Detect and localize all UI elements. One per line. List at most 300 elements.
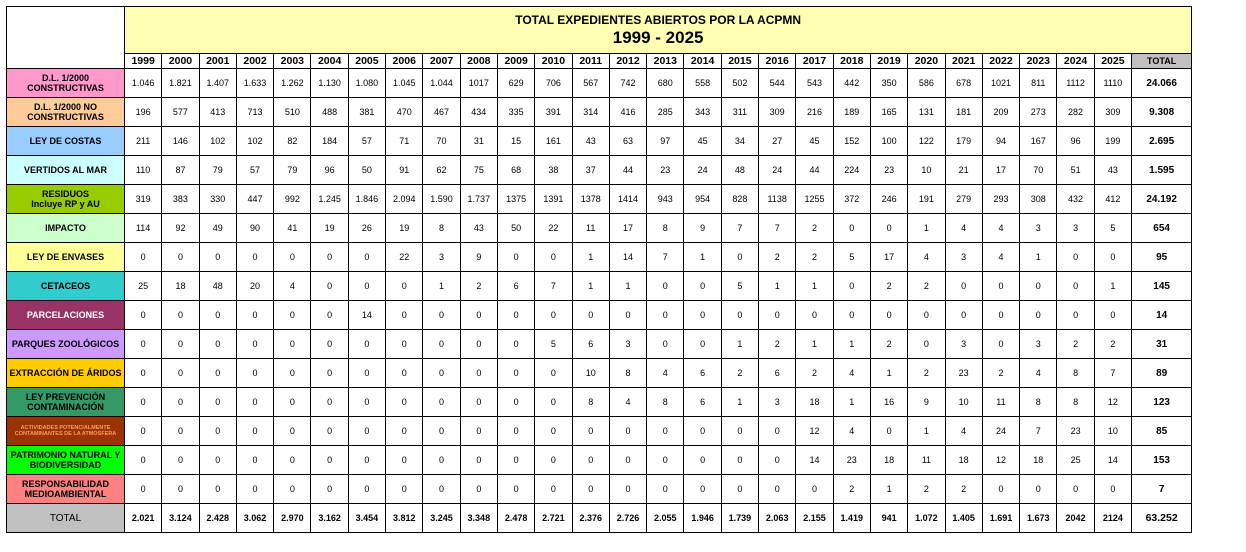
title-row: [7, 7, 1192, 54]
value-cell: 0: [870, 417, 907, 446]
value-cell: 4: [274, 272, 311, 301]
value-cell: 0: [1057, 243, 1094, 272]
value-cell: 0: [759, 475, 796, 504]
value-cell: 0: [684, 446, 721, 475]
value-cell: 102: [199, 127, 236, 156]
value-cell: 131: [908, 98, 945, 127]
year-header: 2000: [162, 54, 199, 69]
value-cell: 0: [199, 243, 236, 272]
value-cell: 1: [870, 475, 907, 504]
value-cell: 209: [982, 98, 1019, 127]
year-total-cell: 3.124: [162, 504, 199, 533]
value-cell: 43: [1094, 156, 1131, 185]
value-cell: 0: [647, 475, 684, 504]
value-cell: 412: [1094, 185, 1131, 214]
value-cell: 110: [125, 156, 162, 185]
value-cell: 0: [497, 359, 534, 388]
value-cell: 50: [348, 156, 385, 185]
value-cell: 165: [870, 98, 907, 127]
value-cell: 6: [684, 388, 721, 417]
value-cell: 1.130: [311, 69, 348, 98]
value-cell: 0: [982, 475, 1019, 504]
value-cell: 1: [684, 243, 721, 272]
value-cell: 68: [497, 156, 534, 185]
table-row: [7, 127, 1192, 156]
value-cell: 330: [199, 185, 236, 214]
value-cell: 0: [535, 243, 572, 272]
value-cell: 11: [572, 214, 609, 243]
value-cell: 51: [1057, 156, 1094, 185]
value-cell: 1: [908, 214, 945, 243]
value-cell: 1: [1094, 272, 1131, 301]
value-cell: 0: [535, 417, 572, 446]
value-cell: 0: [497, 388, 534, 417]
value-cell: 43: [572, 127, 609, 156]
category-label: [7, 330, 125, 359]
value-cell: 0: [386, 330, 423, 359]
value-cell: 102: [236, 127, 273, 156]
value-cell: 1: [609, 272, 646, 301]
year-total-cell: 2.970: [274, 504, 311, 533]
value-cell: 24: [982, 417, 1019, 446]
value-cell: 293: [982, 185, 1019, 214]
value-cell: 0: [386, 272, 423, 301]
value-cell: 96: [1057, 127, 1094, 156]
year-header: 2004: [311, 54, 348, 69]
value-cell: 0: [199, 301, 236, 330]
year-header: 2023: [1020, 54, 1057, 69]
value-cell: 0: [497, 243, 534, 272]
value-cell: 23: [833, 446, 870, 475]
value-cell: 319: [125, 185, 162, 214]
value-cell: 0: [982, 330, 1019, 359]
value-cell: 2: [1094, 330, 1131, 359]
value-cell: 381: [348, 98, 385, 127]
value-cell: 0: [236, 446, 273, 475]
value-cell: 0: [684, 417, 721, 446]
value-cell: 0: [497, 301, 534, 330]
value-cell: 1: [572, 272, 609, 301]
value-cell: 0: [982, 272, 1019, 301]
row-total-cell: 9.308: [1132, 98, 1192, 127]
row-total-cell: 31: [1132, 330, 1192, 359]
value-cell: 10: [572, 359, 609, 388]
table-row: [7, 98, 1192, 127]
year-total-cell: 1.673: [1020, 504, 1057, 533]
value-cell: 0: [423, 388, 460, 417]
year-total-cell: 3.162: [311, 504, 348, 533]
category-label-line-1: VERTIDOS AL MAR: [23, 165, 107, 175]
value-cell: 3: [423, 243, 460, 272]
value-cell: 309: [759, 98, 796, 127]
category-label: [7, 388, 125, 417]
value-cell: 2: [759, 243, 796, 272]
value-cell: 0: [497, 417, 534, 446]
value-cell: 0: [125, 359, 162, 388]
value-cell: 0: [1020, 301, 1057, 330]
value-cell: 742: [609, 69, 646, 98]
value-cell: 0: [125, 301, 162, 330]
value-cell: 488: [311, 98, 348, 127]
value-cell: 17: [870, 243, 907, 272]
value-cell: 1110: [1094, 69, 1131, 98]
value-cell: 309: [1094, 98, 1131, 127]
value-cell: 6: [497, 272, 534, 301]
value-cell: 1.737: [460, 185, 497, 214]
value-cell: 17: [982, 156, 1019, 185]
value-cell: 26: [348, 214, 385, 243]
table-row: [7, 446, 1192, 475]
value-cell: 0: [423, 446, 460, 475]
value-cell: 91: [386, 156, 423, 185]
value-cell: 2: [982, 359, 1019, 388]
value-cell: 0: [721, 243, 758, 272]
value-cell: 17: [609, 214, 646, 243]
value-cell: 2: [908, 359, 945, 388]
value-cell: 0: [759, 417, 796, 446]
year-header: 2011: [572, 54, 609, 69]
value-cell: 12: [982, 446, 1019, 475]
value-cell: 25: [125, 272, 162, 301]
value-cell: 5: [535, 330, 572, 359]
value-cell: 152: [833, 127, 870, 156]
table-row: [7, 475, 1192, 504]
value-cell: 0: [236, 417, 273, 446]
category-label: [7, 272, 125, 301]
value-cell: 0: [423, 330, 460, 359]
value-cell: 0: [125, 243, 162, 272]
value-cell: 23: [870, 156, 907, 185]
row-total-cell: 123: [1132, 388, 1192, 417]
value-cell: 0: [386, 359, 423, 388]
category-label-line-1: EXTRACCIÓN DE ÁRIDOS: [9, 368, 122, 378]
value-cell: 1: [796, 272, 833, 301]
value-cell: 0: [274, 475, 311, 504]
year-header: 2015: [721, 54, 758, 69]
value-cell: 22: [386, 243, 423, 272]
value-cell: 181: [945, 98, 982, 127]
value-cell: 38: [535, 156, 572, 185]
value-cell: 0: [609, 301, 646, 330]
value-cell: 0: [535, 475, 572, 504]
value-cell: 629: [497, 69, 534, 98]
value-cell: 1: [423, 272, 460, 301]
value-cell: 8: [647, 388, 684, 417]
category-label-line-2: MEDIOAMBIENTAL: [24, 489, 107, 499]
value-cell: 713: [236, 98, 273, 127]
value-cell: 48: [199, 272, 236, 301]
year-header-row: [7, 54, 1192, 69]
value-cell: 992: [274, 185, 311, 214]
category-label-line-2: CONTAMINANTES DE LA ATMOSFERA: [14, 431, 117, 437]
value-cell: 2: [833, 475, 870, 504]
value-cell: 0: [684, 272, 721, 301]
value-cell: 0: [274, 417, 311, 446]
value-cell: 0: [870, 214, 907, 243]
value-cell: 4: [833, 417, 870, 446]
category-label: [7, 69, 125, 98]
value-cell: 0: [497, 446, 534, 475]
total-row-label: TOTAL: [7, 504, 125, 533]
report-table-wrapper: [6, 6, 1192, 533]
value-cell: 0: [497, 330, 534, 359]
value-cell: 14: [609, 243, 646, 272]
value-cell: 0: [348, 330, 385, 359]
value-cell: 442: [833, 69, 870, 98]
category-label: [7, 127, 125, 156]
value-cell: 189: [833, 98, 870, 127]
value-cell: 311: [721, 98, 758, 127]
value-cell: 1414: [609, 185, 646, 214]
value-cell: 0: [535, 359, 572, 388]
value-cell: 62: [423, 156, 460, 185]
value-cell: 4: [982, 214, 1019, 243]
value-cell: 70: [1020, 156, 1057, 185]
value-cell: 7: [1094, 359, 1131, 388]
value-cell: 12: [796, 417, 833, 446]
value-cell: 2: [908, 272, 945, 301]
year-total-cell: 2.721: [535, 504, 572, 533]
year-header: 2002: [236, 54, 273, 69]
total-row: [7, 504, 1192, 533]
value-cell: 8: [1057, 388, 1094, 417]
row-total-cell: 14: [1132, 301, 1192, 330]
value-cell: 0: [423, 301, 460, 330]
value-cell: 0: [311, 301, 348, 330]
value-cell: 0: [497, 475, 534, 504]
expedientes-table: [6, 6, 1192, 533]
value-cell: 196: [125, 98, 162, 127]
value-cell: 1: [572, 243, 609, 272]
year-total-cell: 1.739: [721, 504, 758, 533]
category-label: [7, 156, 125, 185]
title-line-2: 1999 - 2025: [612, 27, 704, 47]
value-cell: 0: [460, 417, 497, 446]
value-cell: 179: [945, 127, 982, 156]
value-cell: 1.407: [199, 69, 236, 98]
value-cell: 285: [647, 98, 684, 127]
value-cell: 0: [721, 475, 758, 504]
year-header: 2019: [870, 54, 907, 69]
value-cell: 0: [759, 301, 796, 330]
value-cell: 0: [1094, 475, 1131, 504]
value-cell: 1.633: [236, 69, 273, 98]
value-cell: 8: [1020, 388, 1057, 417]
value-cell: 2: [945, 475, 982, 504]
value-cell: 0: [348, 446, 385, 475]
value-cell: 2: [908, 475, 945, 504]
year-total-cell: 2042: [1057, 504, 1094, 533]
year-header: 2010: [535, 54, 572, 69]
row-total-cell: 2.695: [1132, 127, 1192, 156]
year-total-cell: 941: [870, 504, 907, 533]
value-cell: 0: [721, 417, 758, 446]
category-label: [7, 475, 125, 504]
value-cell: 23: [647, 156, 684, 185]
year-total-cell: 1.691: [982, 504, 1019, 533]
category-label: [7, 98, 125, 127]
value-cell: 161: [535, 127, 572, 156]
value-cell: 447: [236, 185, 273, 214]
value-cell: 4: [647, 359, 684, 388]
value-cell: 0: [572, 446, 609, 475]
value-cell: 0: [460, 475, 497, 504]
category-label: [7, 243, 125, 272]
value-cell: 0: [647, 446, 684, 475]
value-cell: 34: [721, 127, 758, 156]
corner-cell: [7, 7, 125, 69]
value-cell: 3: [945, 330, 982, 359]
value-cell: 14: [1094, 446, 1131, 475]
value-cell: 41: [274, 214, 311, 243]
year-total-cell: 3.348: [460, 504, 497, 533]
value-cell: 0: [236, 359, 273, 388]
value-cell: 2: [870, 330, 907, 359]
value-cell: 0: [572, 475, 609, 504]
value-cell: 8: [1057, 359, 1094, 388]
category-label: [7, 185, 125, 214]
value-cell: 2: [721, 359, 758, 388]
value-cell: 57: [348, 127, 385, 156]
category-label-line-2: Incluye RP y AU: [31, 199, 100, 209]
value-cell: 4: [609, 388, 646, 417]
value-cell: 0: [1057, 272, 1094, 301]
year-total-cell: 1.405: [945, 504, 982, 533]
value-cell: 1375: [497, 185, 534, 214]
value-cell: 1.846: [348, 185, 385, 214]
value-cell: 0: [647, 272, 684, 301]
value-cell: 1.044: [423, 69, 460, 98]
category-label-line-1: ACTIVIDADES POTENCIALMENTE: [20, 425, 111, 431]
category-label-line-2: CONSTRUCTIVAS: [27, 112, 104, 122]
value-cell: 18: [870, 446, 907, 475]
value-cell: 21: [945, 156, 982, 185]
value-cell: 0: [274, 330, 311, 359]
category-label-line-2: BIODIVERSIDAD: [29, 460, 102, 470]
category-label-line-1: RESIDUOS: [41, 189, 89, 199]
value-cell: 18: [796, 388, 833, 417]
value-cell: 24: [759, 156, 796, 185]
year-header: 2021: [945, 54, 982, 69]
value-cell: 0: [348, 475, 385, 504]
value-cell: 4: [908, 243, 945, 272]
category-label: [7, 417, 125, 446]
table-row: [7, 330, 1192, 359]
value-cell: 4: [833, 359, 870, 388]
value-cell: 0: [460, 330, 497, 359]
value-cell: 7: [647, 243, 684, 272]
table-row: [7, 272, 1192, 301]
value-cell: 1: [1020, 243, 1057, 272]
year-total-cell: 2.055: [647, 504, 684, 533]
value-cell: 0: [721, 301, 758, 330]
value-cell: 0: [796, 475, 833, 504]
value-cell: 9: [908, 388, 945, 417]
value-cell: 586: [908, 69, 945, 98]
table-row: [7, 417, 1192, 446]
value-cell: 79: [274, 156, 311, 185]
year-header: 2013: [647, 54, 684, 69]
value-cell: 0: [311, 359, 348, 388]
value-cell: 6: [684, 359, 721, 388]
value-cell: 0: [348, 388, 385, 417]
value-cell: 211: [125, 127, 162, 156]
year-total-cell: 3.245: [423, 504, 460, 533]
value-cell: 0: [572, 417, 609, 446]
value-cell: 335: [497, 98, 534, 127]
value-cell: 0: [460, 301, 497, 330]
row-total-cell: 95: [1132, 243, 1192, 272]
year-header: 2009: [497, 54, 534, 69]
value-cell: 0: [236, 243, 273, 272]
category-label-line-1: LEY PREVENCIÓN: [25, 392, 106, 402]
row-total-cell: 24.066: [1132, 69, 1192, 98]
value-cell: 216: [796, 98, 833, 127]
row-total-cell: 654: [1132, 214, 1192, 243]
value-cell: 0: [1020, 272, 1057, 301]
value-cell: 9: [460, 243, 497, 272]
value-cell: 0: [1094, 243, 1131, 272]
value-cell: 502: [721, 69, 758, 98]
category-label-line-1: PARQUES ZOOLÓGICOS: [11, 339, 120, 349]
value-cell: 199: [1094, 127, 1131, 156]
year-header: 2005: [348, 54, 385, 69]
value-cell: 1021: [982, 69, 1019, 98]
value-cell: 1255: [796, 185, 833, 214]
value-cell: 510: [274, 98, 311, 127]
value-cell: 24: [684, 156, 721, 185]
value-cell: 0: [833, 301, 870, 330]
value-cell: 0: [199, 359, 236, 388]
value-cell: 0: [125, 475, 162, 504]
value-cell: 1.045: [386, 69, 423, 98]
value-cell: 3: [1020, 214, 1057, 243]
category-label: [7, 446, 125, 475]
value-cell: 1: [908, 417, 945, 446]
value-cell: 18: [162, 272, 199, 301]
table-row: [7, 214, 1192, 243]
value-cell: 706: [535, 69, 572, 98]
value-cell: 5: [833, 243, 870, 272]
value-cell: 71: [386, 127, 423, 156]
value-cell: 0: [348, 243, 385, 272]
title-line-1: TOTAL EXPEDIENTES ABIERTOS POR LA ACPMN: [515, 12, 802, 27]
value-cell: 2: [796, 243, 833, 272]
value-cell: 0: [386, 388, 423, 417]
value-cell: 0: [162, 359, 199, 388]
value-cell: 1017: [460, 69, 497, 98]
year-header: 2007: [423, 54, 460, 69]
value-cell: 0: [1057, 301, 1094, 330]
value-cell: 94: [982, 127, 1019, 156]
value-cell: 0: [460, 388, 497, 417]
category-label-line-1: PATRIMONIO NATURAL Y: [10, 450, 121, 460]
value-cell: 8: [423, 214, 460, 243]
value-cell: 0: [162, 388, 199, 417]
value-cell: 0: [609, 475, 646, 504]
table-row: [7, 301, 1192, 330]
value-cell: 0: [311, 446, 348, 475]
value-cell: 1: [721, 330, 758, 359]
table-row: [7, 185, 1192, 214]
value-cell: 0: [572, 301, 609, 330]
value-cell: 1: [721, 388, 758, 417]
value-cell: 27: [759, 127, 796, 156]
value-cell: 273: [1020, 98, 1057, 127]
year-header: 2016: [759, 54, 796, 69]
total-column-header: TOTAL: [1132, 54, 1192, 69]
value-cell: 82: [274, 127, 311, 156]
